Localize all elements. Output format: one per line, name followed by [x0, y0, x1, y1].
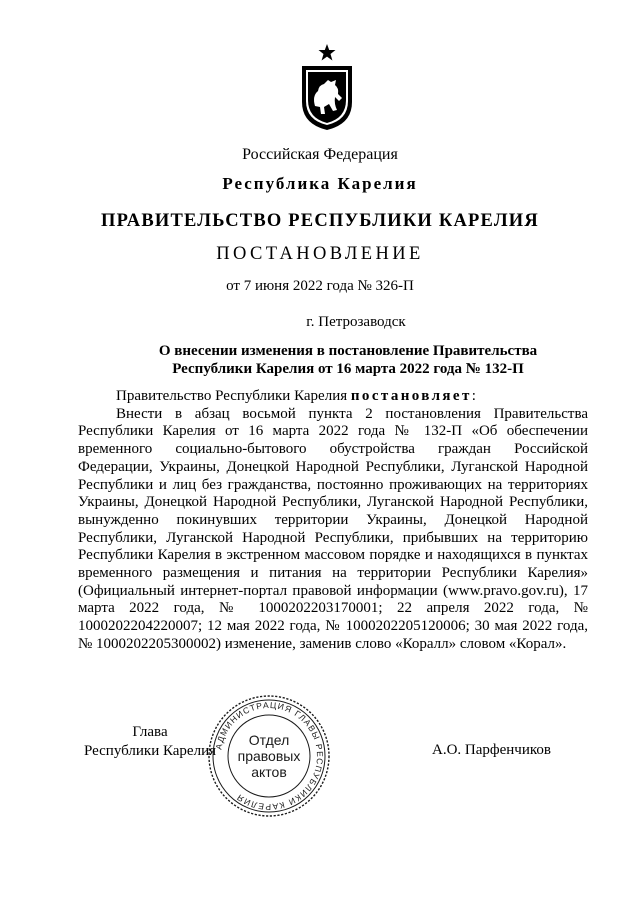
official-stamp — [206, 693, 332, 819]
stamp-line-2: правовых — [237, 748, 301, 764]
document-body — [78, 388, 588, 654]
signer-position — [80, 723, 220, 761]
country-name: Российская Федерация — [242, 146, 398, 163]
republic-name: Республика Карелия — [222, 174, 418, 193]
date-number: от 7 июня 2022 года № 326-П — [226, 278, 414, 294]
signer-name: А.О. Парфенчиков — [432, 742, 551, 758]
intro-suffix: : — [471, 388, 476, 404]
stamp-line-1: Отдел — [248, 732, 290, 748]
title-line-2: Республики Карелия от 16 марта 2022 года № 132-П — [172, 361, 524, 377]
city: г. Петрозаводск — [306, 314, 406, 330]
intro-verb: постановляет — [350, 388, 472, 404]
signer-position-line-1: Глава — [132, 724, 168, 740]
document-title — [28, 342, 640, 378]
stamp-line-3: актов — [251, 764, 287, 780]
intro-paragraph — [78, 388, 588, 406]
stamp-ring-text: АДМИНИСТРАЦИЯ ГЛАВЫ РЕСПУБЛИКИ КАРЕЛИЯ — [213, 699, 326, 813]
main-paragraph: Внести в абзац восьмой пункта 2 постановления Правительства Республики Карелия от 16 марта 2022 года № 132-П «Об обеспечении временного социально-бытового обустройства граждан Российской Федерации, Украины, Донецкой Народной Республики, Луганской Народной Республики и лиц без гражданства, постоянно проживающих на территориях Украины, Донецкой Народной Республики, Луганской Народной Республики, вынужденно покинувших территории Украины, Донецкой Народной Республики, Луганской Народной Республики, прибывших на территорию Республики Карелия в экстренном массовом порядке и находящихся в пунктах временного размещения и питания на территории Республики Карелия» (Официальный интернет-портал правовой информации (www.pravo.gov.ru), 17 марта 2022 года, № 1000202203170001; 22 апреля 2022 года, № 1000202204220007; 12 мая 2022 года, № 1000202205120006; 30 мая 2022 года, № 1000202205300002) изменение, заменив слово «Коралл» словом «Корал». — [78, 405, 588, 652]
document-type: ПОСТАНОВЛЕНИЕ — [216, 244, 424, 264]
intro-prefix: Правительство Республики Карелия — [116, 388, 351, 404]
signer-position-line-2: Республики Карелия — [83, 743, 217, 759]
karelia-coat-of-arms-icon — [298, 44, 356, 132]
government-name: ПРАВИТЕЛЬСТВО РЕСПУБЛИКИ КАРЕЛИЯ — [101, 211, 539, 231]
title-line-1: О внесении изменения в постановление Правительства — [158, 343, 538, 359]
